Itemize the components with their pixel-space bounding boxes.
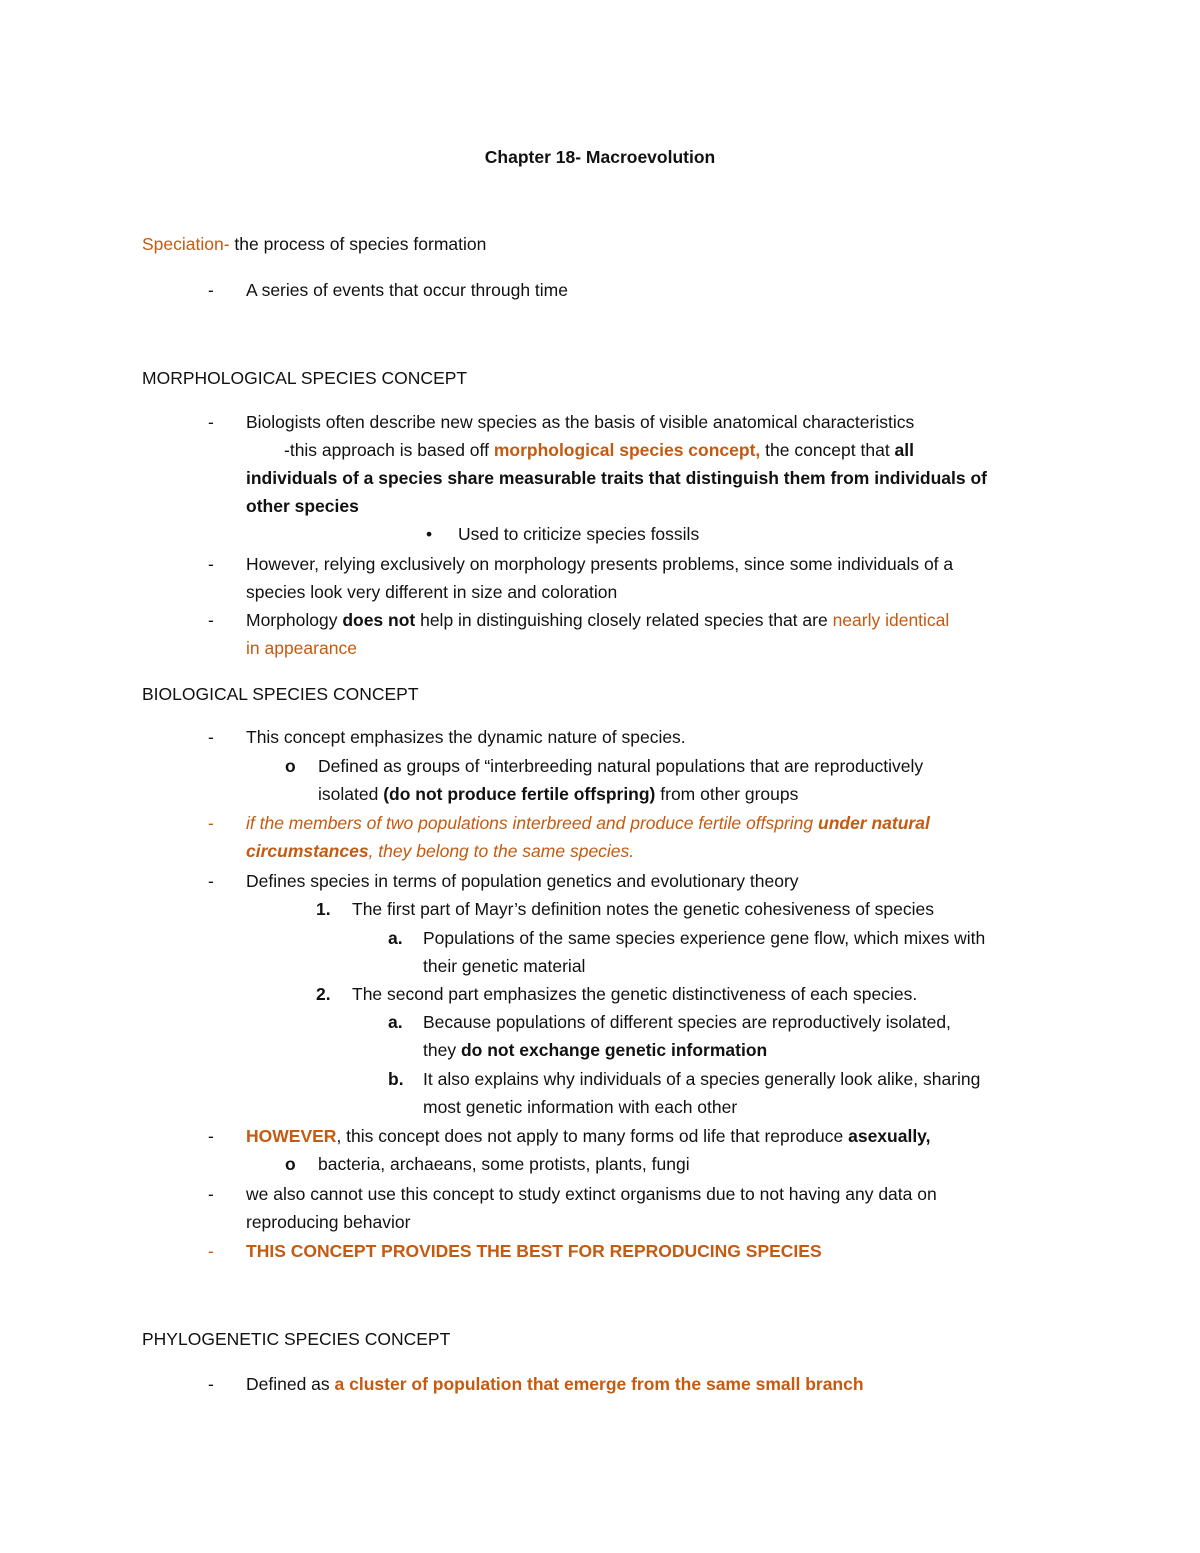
sub-item-line — [284, 439, 914, 461]
speciation-term: Speciation- — [142, 234, 230, 254]
text-run: do not exchange genetic information — [460, 1040, 768, 1060]
sub-item-line: individuals of a species share measurable traits that distinguish them from individuals of — [246, 468, 988, 488]
lettered-item: Populations of the same species experience gene flow, which mixes with — [423, 928, 986, 948]
text-run: , they belong to the same species. — [368, 841, 635, 861]
morphological-concept-term: morphological species concept, — [493, 440, 761, 460]
text-run: Morphology — [246, 610, 343, 630]
letter-marker: a. — [388, 1012, 403, 1032]
list-item: However, relying exclusively on morphology presents problems, since some individuals of a — [246, 554, 954, 574]
text-run: the concept that — [760, 440, 895, 460]
text-run: does not — [342, 610, 416, 630]
lettered-item: It also explains why individuals of a species generally look alike, sharing — [423, 1069, 981, 1089]
list-item: species look very different in size and coloration — [246, 582, 618, 602]
text-run: under natural — [818, 813, 930, 833]
list-item: A series of events that occur through time — [246, 280, 568, 300]
text-run: a cluster of population that emerge from the same small branch — [334, 1374, 864, 1394]
section-heading-biological: BIOLOGICAL SPECIES CONCEPT — [142, 684, 419, 704]
text-run: -this approach is based off — [284, 440, 494, 460]
lettered-item: Because populations of different species are reproductively isolated, — [423, 1012, 951, 1032]
list-item — [246, 840, 634, 862]
numbered-item: The second part emphasizes the genetic distinctiveness of each species. — [352, 984, 918, 1004]
text-run: asexually, — [848, 1126, 931, 1146]
page-title: Chapter 18- Macroevolution — [484, 147, 716, 167]
lettered-item: most genetic information with each other — [423, 1097, 738, 1117]
text-run: they — [423, 1040, 461, 1060]
bullet-marker: • — [426, 524, 433, 544]
text-run: help in distinguishing closely related species that are — [415, 610, 833, 630]
list-item: Defines species in terms of population genetics and evolutionary theory — [246, 871, 799, 891]
text-run: from other groups — [655, 784, 799, 804]
dash-marker: - — [208, 871, 214, 891]
speciation-definition: the process of species formation — [229, 234, 487, 254]
list-item — [246, 1125, 930, 1147]
list-item — [246, 609, 949, 631]
lettered-item: their genetic material — [423, 956, 586, 976]
text-run: if the members of two populations interbreed and produce fertile offspring — [246, 813, 818, 833]
list-item: Biologists often describe new species as the basis of visible anatomical characteristics — [246, 412, 915, 432]
bullet-item: Defined as groups of “interbreeding natural populations that are reproductively — [318, 756, 924, 776]
list-item: This concept emphasizes the dynamic nature of species. — [246, 727, 686, 747]
list-item: THIS CONCEPT PROVIDES THE BEST FOR REPRODUCING SPECIES — [246, 1241, 822, 1261]
section-heading-phylogenetic: PHYLOGENETIC SPECIES CONCEPT — [142, 1329, 451, 1349]
list-item: reproducing behavior — [246, 1212, 411, 1232]
section-heading-morphological: MORPHOLOGICAL SPECIES CONCEPT — [142, 368, 468, 388]
bullet-item: Used to criticize species fossils — [458, 524, 700, 544]
lettered-item — [423, 1039, 767, 1061]
dash-marker: - — [208, 280, 214, 300]
text-run: nearly identical — [832, 610, 950, 630]
dash-marker: - — [208, 813, 214, 833]
number-marker: 1. — [316, 899, 331, 919]
text-run: , this concept does not apply to many forms od life that reproduce — [336, 1126, 849, 1146]
bullet-item: bacteria, archaeans, some protists, plants, fungi — [318, 1154, 690, 1174]
letter-marker: b. — [388, 1069, 404, 1089]
text-run: HOWEVER — [246, 1126, 337, 1146]
letter-marker: a. — [388, 928, 403, 948]
sub-item-line: other species — [246, 496, 359, 516]
dash-marker: - — [208, 412, 214, 432]
bullet-item — [318, 783, 798, 805]
dash-marker: - — [208, 1374, 214, 1394]
numbered-item: The first part of Mayr’s definition notes the genetic cohesiveness of species — [352, 899, 935, 919]
speciation-definition-line — [142, 233, 486, 255]
o-bullet-marker: o — [285, 756, 296, 776]
list-item — [246, 812, 930, 834]
list-item: in appearance — [246, 638, 357, 658]
list-item — [246, 1373, 864, 1395]
text-run: Defined as — [246, 1374, 335, 1394]
text-run: isolated — [318, 784, 384, 804]
o-bullet-marker: o — [285, 1154, 296, 1174]
text-run: all — [894, 440, 915, 460]
text-run: circumstances — [246, 841, 369, 861]
dash-marker: - — [208, 1241, 214, 1261]
dash-marker: - — [208, 554, 214, 574]
text-run: (do not produce fertile offspring) — [383, 784, 656, 804]
list-item: we also cannot use this concept to study extinct organisms due to not having any data on — [246, 1184, 937, 1204]
number-marker: 2. — [316, 984, 331, 1004]
dash-marker: - — [208, 1126, 214, 1146]
dash-marker: - — [208, 610, 214, 630]
dash-marker: - — [208, 727, 214, 747]
dash-marker: - — [208, 1184, 214, 1204]
